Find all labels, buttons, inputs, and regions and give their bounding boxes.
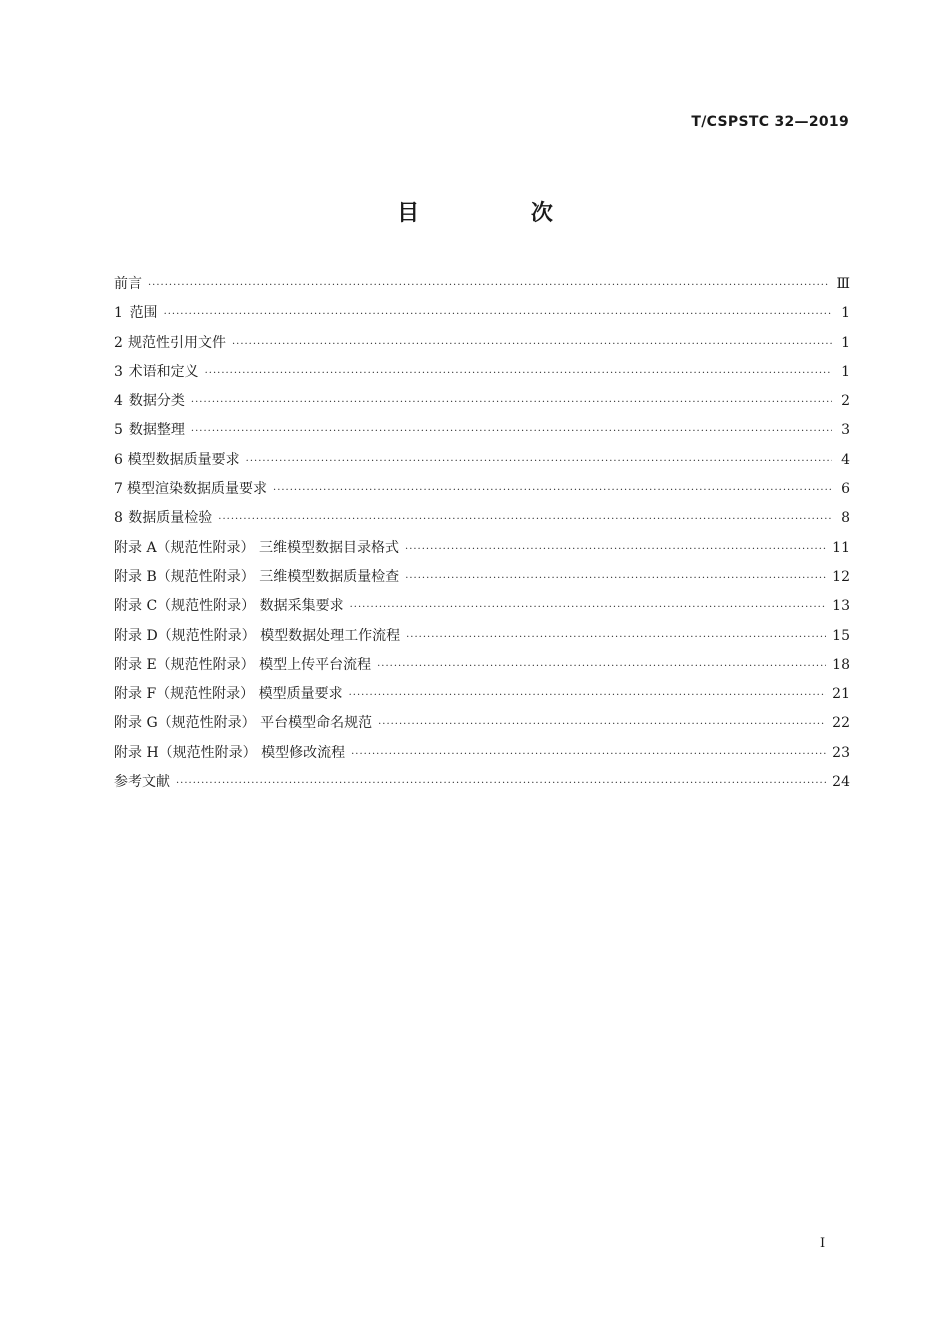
toc-leader [377, 652, 826, 681]
toc-leader [205, 359, 832, 388]
toc-leader [176, 769, 826, 798]
toc-entry-text: 术语和定义 [128, 363, 199, 380]
toc-entry-page: 11 [832, 539, 850, 556]
toc-entry-page: 24 [832, 774, 850, 791]
toc-entry-text: 数据整理 [128, 422, 185, 439]
toc-entry-page: Ⅲ [836, 276, 850, 292]
toc-leader [148, 271, 830, 300]
page-number: Ⅰ [820, 1236, 826, 1251]
toc-entry-2[interactable] [114, 329, 850, 358]
toc-leader [378, 710, 826, 739]
toc-entry-text: 数据质量检验 [128, 510, 213, 527]
toc-entry-text: 附录 A（规范性附录） 三维模型数据目录格式 [114, 539, 400, 556]
toc-entry-page: 2 [841, 393, 850, 410]
toc-entry-number: 8 [114, 510, 123, 527]
page-title: 目 次 [397, 201, 605, 226]
toc-entry-page: 3 [841, 422, 850, 439]
toc-entry-number: 3 [114, 363, 123, 380]
toc-entry-8[interactable] [114, 504, 850, 533]
toc-entry-text: 附录 F（规范性附录） 模型质量要求 [114, 686, 343, 703]
toc-entry-appendix-e[interactable] [114, 651, 850, 680]
toc-entry-text: 模型渲染数据质量要求 [127, 481, 268, 498]
toc-entry-page: 12 [832, 568, 850, 585]
toc-leader [232, 330, 832, 359]
toc-entry-text: 数据分类 [128, 393, 185, 410]
toc-entry-text: 参考文献 [114, 774, 170, 791]
toc-entry-page: 1 [841, 334, 850, 351]
toc-entry-3[interactable] [114, 358, 850, 387]
toc-entry-number: 2 [114, 334, 123, 351]
toc-leader [350, 593, 827, 622]
toc-entry-number: 1 [114, 305, 123, 322]
toc-entry-text: 附录 B（规范性附录） 三维模型数据质量检查 [114, 568, 400, 585]
toc-leader [405, 535, 826, 564]
toc-leader [349, 681, 827, 710]
toc-leader [164, 300, 832, 329]
toc-entry-text: 模型数据质量要求 [127, 451, 240, 468]
toc-leader [191, 417, 832, 446]
toc-entry-appendix-f[interactable] [114, 680, 850, 709]
toc-entry-7[interactable] [114, 475, 850, 504]
toc-entry-appendix-g[interactable] [114, 709, 850, 738]
toc-entry-appendix-d[interactable] [114, 622, 850, 651]
toc-leader [351, 740, 826, 769]
toc-entry-page: 8 [841, 510, 850, 527]
toc-entry-references[interactable] [114, 768, 850, 797]
toc-leader [406, 623, 826, 652]
toc-entry-number: 7 [114, 481, 123, 498]
toc-entry-1[interactable] [114, 299, 850, 328]
toc-entry-number: 6 [114, 451, 123, 468]
toc-entry-page: 1 [841, 305, 850, 322]
toc-leader [191, 388, 832, 417]
toc-entry-4[interactable] [114, 387, 850, 416]
toc-entry-number: 4 [114, 393, 123, 410]
toc-entry-text: 前言 [114, 276, 142, 292]
toc-entry-6[interactable] [114, 446, 850, 475]
toc-leader [405, 564, 826, 593]
toc-entry-text: 附录 G（规范性附录） 平台模型命名规范 [114, 715, 373, 732]
toc-entry-page: 22 [832, 715, 850, 732]
toc-entry-text: 附录 C（规范性附录） 数据采集要求 [114, 598, 344, 615]
toc-entry-page: 18 [832, 656, 850, 673]
toc-entry-page: 23 [832, 744, 850, 761]
toc-leader [218, 505, 832, 534]
toc-entry-page: 1 [841, 363, 850, 380]
document-code: T/CSPSTC 32—2019 [691, 114, 849, 130]
toc-entry-number: 5 [114, 422, 123, 439]
toc-entry-appendix-c[interactable] [114, 592, 850, 621]
toc-entry-page: 15 [832, 627, 850, 644]
toc-entry-text: 规范性引用文件 [127, 334, 226, 351]
toc-entry-text: 附录 E（规范性附录） 模型上传平台流程 [114, 656, 372, 673]
toc-entry-page: 21 [832, 686, 850, 703]
toc-leader [273, 476, 832, 505]
toc-entry-foreword[interactable] [114, 270, 850, 299]
toc-entry-page: 4 [841, 451, 850, 468]
table-of-contents [114, 270, 850, 797]
toc-entry-page: 13 [832, 598, 850, 615]
toc-leader [246, 447, 832, 476]
toc-entry-appendix-b[interactable] [114, 563, 850, 592]
toc-entry-text: 范围 [129, 305, 158, 322]
toc-entry-text: 附录 H（规范性附录） 模型修改流程 [114, 744, 346, 761]
toc-entry-5[interactable] [114, 416, 850, 445]
toc-entry-appendix-h[interactable] [114, 739, 850, 768]
toc-entry-appendix-a[interactable] [114, 534, 850, 563]
toc-entry-text: 附录 D（规范性附录） 模型数据处理工作流程 [114, 627, 401, 644]
toc-entry-page: 6 [841, 481, 850, 498]
